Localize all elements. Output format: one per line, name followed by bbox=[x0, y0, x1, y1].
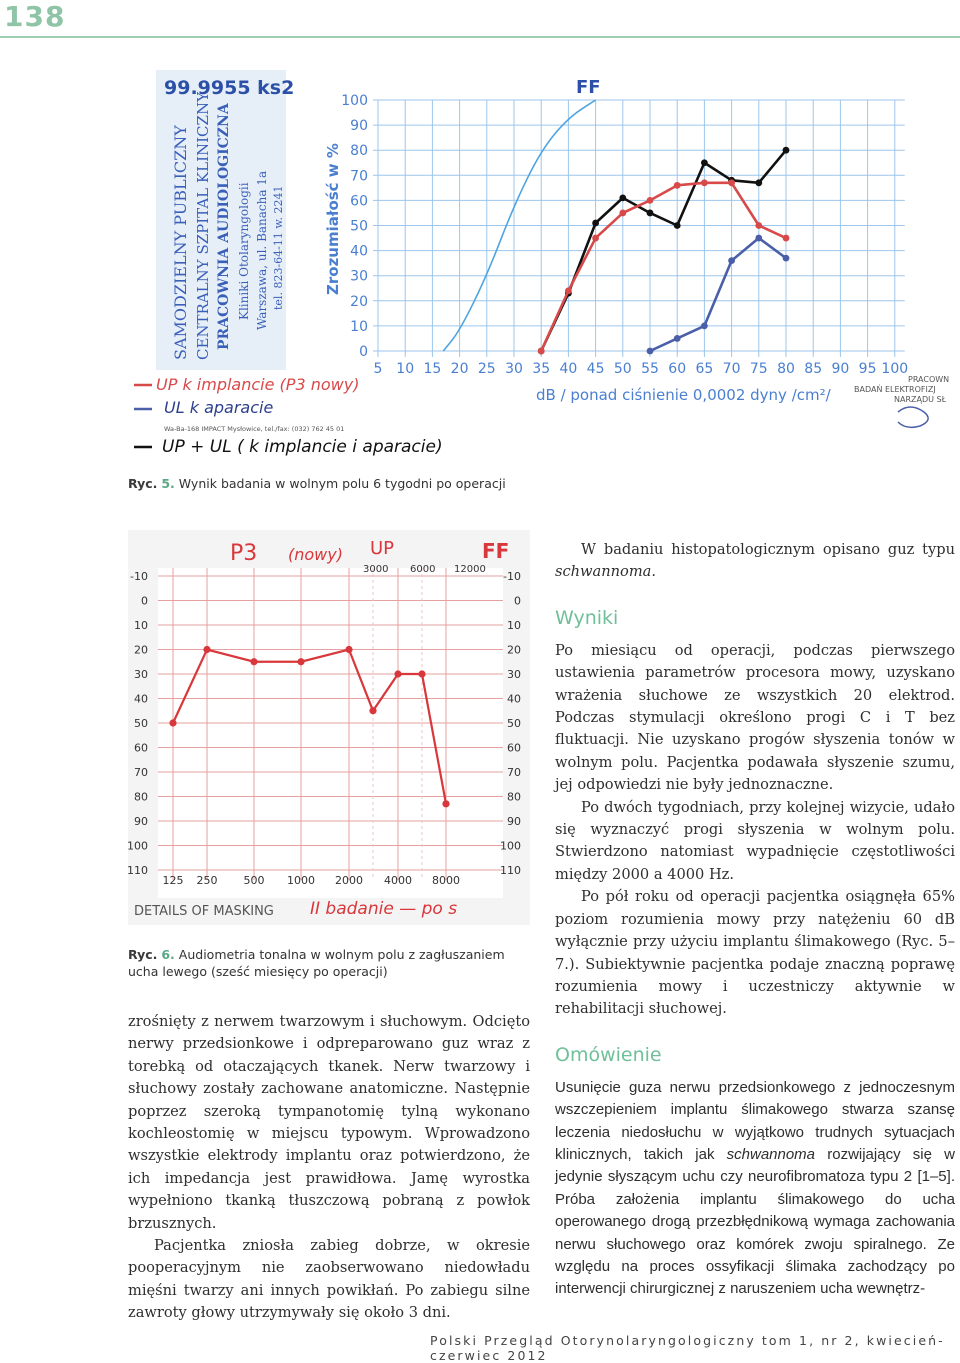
x-tick-label: 60 bbox=[668, 361, 687, 377]
data-point bbox=[647, 348, 654, 355]
y-tick-label: 30 bbox=[134, 668, 148, 681]
y-tick-label-right: 100 bbox=[500, 839, 521, 853]
figure-5-chart bbox=[128, 60, 958, 465]
x-tick-label: 2000 bbox=[335, 874, 363, 887]
x-tick-label: 90 bbox=[831, 361, 850, 377]
data-point bbox=[701, 159, 708, 166]
body-paragraph: Pacjentka zniosła zabieg dobrze, w okresie pooperacyjnym nie zaobserwowano niedowładu mięśni twarzy ani innych powikłań. Po zabiegu silne zawroty głowy utrzymywały się około 3 dni. bbox=[128, 1237, 530, 1322]
y-tick-label: 0 bbox=[141, 594, 148, 608]
x-tick-label: 250 bbox=[196, 874, 218, 887]
x-tick-label: 1000 bbox=[287, 874, 315, 887]
stamp-line: Kliniki Otolaryngologii bbox=[237, 182, 251, 320]
x-tick-label: 100 bbox=[881, 361, 909, 377]
data-point bbox=[538, 348, 545, 355]
data-point bbox=[647, 197, 654, 204]
x-tick-label: 10 bbox=[396, 361, 415, 377]
x-tick-label: 80 bbox=[777, 361, 795, 377]
y-tick-label-right: -10 bbox=[503, 570, 521, 583]
section-heading-discussion: Omówienie bbox=[555, 1043, 662, 1066]
figure-5-ticks bbox=[341, 93, 908, 377]
data-point bbox=[394, 670, 401, 677]
data-point bbox=[728, 257, 735, 264]
figure-5-series bbox=[443, 100, 789, 354]
caption-label: Ryc. bbox=[128, 947, 158, 962]
y-tick-label: 80 bbox=[350, 143, 368, 160]
x-tick-label: 5 bbox=[373, 361, 383, 377]
body-paragraph: W badaniu histopatologicznym opisano guz typu schwannoma. bbox=[555, 541, 955, 581]
x-tick-label: 45 bbox=[586, 361, 605, 377]
data-point bbox=[755, 179, 762, 186]
corner-stamp bbox=[854, 375, 949, 427]
svg-text:PRACOWN: PRACOWN bbox=[908, 375, 950, 384]
y-tick-label-right: 40 bbox=[507, 692, 521, 706]
x-tick-label: 25 bbox=[477, 361, 496, 377]
y-tick-label: 0 bbox=[359, 344, 368, 360]
page-number: 138 bbox=[4, 0, 66, 33]
section-heading-results: Wyniki bbox=[555, 606, 619, 629]
y-axis-title: Zrozumiałość w % bbox=[324, 143, 342, 295]
stamp-line: SAMODZIELNY PUBLICZNY bbox=[171, 125, 190, 360]
y-tick-label: 30 bbox=[350, 268, 368, 285]
data-point bbox=[755, 222, 762, 229]
data-point bbox=[592, 220, 599, 227]
data-point bbox=[783, 255, 790, 262]
y-tick-label: 100 bbox=[127, 839, 148, 853]
y-tick-label-right: 50 bbox=[507, 717, 521, 730]
journal-footer: Polski Przegląd Otorynolaryngologiczny tom 1, nr 2, kwiecień-czerwiec 2012 bbox=[430, 1333, 945, 1363]
handwritten-note: II badanie — po s bbox=[310, 899, 458, 919]
x-tick-label: 500 bbox=[243, 874, 265, 887]
stamp-line: PRACOWNIA AUDIOLOGICZNA bbox=[216, 103, 232, 350]
data-point bbox=[203, 646, 210, 653]
x-tick-label: 35 bbox=[532, 361, 551, 377]
data-point bbox=[565, 287, 572, 294]
x-tick-label: 50 bbox=[613, 361, 632, 377]
y-tick-label: 80 bbox=[134, 790, 148, 804]
data-point bbox=[674, 222, 681, 229]
y-tick-label: 20 bbox=[350, 293, 368, 310]
stamp-line: CENTRALNY SZPITAL KLINICZNY bbox=[194, 92, 212, 360]
y-tick-label: 90 bbox=[350, 118, 368, 135]
hospital-stamp bbox=[156, 70, 294, 370]
x-tick-label: 8000 bbox=[432, 874, 460, 887]
figure-5-grid bbox=[373, 100, 905, 357]
data-point bbox=[169, 719, 176, 726]
legend-item: UL k aparacie bbox=[164, 398, 274, 417]
y-tick-label: 90 bbox=[134, 815, 148, 828]
body-paragraph: Po miesiącu od operacji, podczas pierwszego ustawienia parametrów procesora mowy, uzyskano wrażenia słuchowe ze wszystkich 20 elektrod. Podczas stymulacji określono progi C i T bez fluktuacji. Nie uzyskano progów słyszenia tonów w wolnym polu. Pacjentka podawała słyszenie szumu, jej odpowiedzi nie były jednoznaczne. bbox=[555, 641, 955, 794]
handwritten-nowy: (nowy) bbox=[288, 545, 343, 564]
data-point bbox=[619, 194, 626, 201]
figure-6-chart bbox=[128, 530, 530, 925]
y-tick-label-right: 110 bbox=[500, 864, 521, 877]
data-point bbox=[674, 182, 681, 189]
freq-label: 12000 bbox=[454, 564, 486, 575]
x-tick-label: 125 bbox=[162, 874, 184, 887]
y-tick-label: 20 bbox=[134, 643, 148, 657]
legend-item: UP + UL ( k implancie i aparacie) bbox=[162, 437, 443, 457]
svg-text:BADAŃ ELEKTROFIZJ: BADAŃ ELEKTROFIZJ bbox=[854, 385, 936, 394]
y-tick-label: -10 bbox=[130, 570, 148, 583]
stamp-line: Warszawa, ul. Banacha 1a bbox=[255, 170, 269, 330]
body-paragraph: Po dwóch tygodniach, przy kolejnej wizycie, udało się wyznaczyć progi słyszenia w wolnym polu. Stwierdzono natomiast wypadnięcie częstotliwości między 2000 a 4000 Hz. bbox=[555, 798, 955, 883]
y-tick-label: 10 bbox=[134, 619, 148, 632]
handwritten-p3: P3 bbox=[230, 541, 258, 566]
imprint: Wa-Ba-168 IMPACT Mysłowice, tel./fax: (032) 762 45 01 bbox=[164, 425, 345, 433]
left-column bbox=[128, 1011, 530, 1325]
caption-number: 6. bbox=[161, 947, 175, 962]
data-point bbox=[592, 235, 599, 242]
freq-label: 6000 bbox=[410, 564, 436, 575]
x-tick-label: 55 bbox=[641, 361, 659, 377]
caption-label: Ryc. bbox=[128, 476, 158, 491]
data-point bbox=[647, 210, 654, 217]
y-tick-label-right: 10 bbox=[507, 619, 521, 632]
y-tick-label: 70 bbox=[350, 168, 368, 185]
series-line-3 bbox=[650, 238, 786, 351]
x-tick-label: 4000 bbox=[384, 874, 412, 887]
y-tick-label-right: 0 bbox=[514, 594, 521, 608]
figure-5 bbox=[128, 60, 958, 465]
y-tick-label: 10 bbox=[350, 318, 368, 335]
caption-number: 5. bbox=[161, 476, 175, 491]
data-point bbox=[369, 707, 376, 714]
body-paragraph: Usunięcie guza nerwu przedsionkowego z jednoczesnym wszczepieniem implantu ślimakowego stwarza szansę leczenia niedosłuchu w wyjątkowo trudnych sytuacjach klinicznych, takich jak schwannoma rozwijający się w jedynie słyszącym uchu czy neurofibromatoza typu 2 [1–5]. Próba założenia implantu ślimakowego do ucha operowanego drogą przezbłędnikową wymaga zachowania nerwu słuchowego oraz komórek zwoju spiralnego. Ze względu na proces ossyfikacji ślimaka zachodzący po interwencji chirurgicznej z naruszeniem ucha wewnętrz- bbox=[555, 1078, 955, 1298]
x-tick-label: 15 bbox=[423, 361, 442, 377]
y-tick-label-right: 90 bbox=[507, 815, 521, 828]
y-tick-label: 50 bbox=[134, 717, 148, 730]
legend-item: UP k implancie (P3 nowy) bbox=[156, 375, 360, 394]
x-tick-label: 95 bbox=[858, 361, 877, 377]
x-axis-title: dB / ponad ciśnienie 0,0002 dyny /cm²/ bbox=[536, 386, 831, 404]
y-tick-label: 40 bbox=[134, 692, 148, 706]
data-point bbox=[755, 235, 762, 242]
ff-label: FF bbox=[576, 77, 601, 98]
data-point bbox=[728, 179, 735, 186]
y-tick-label: 40 bbox=[350, 243, 368, 260]
y-tick-label-right: 70 bbox=[507, 766, 521, 779]
x-tick-label: 30 bbox=[505, 361, 523, 377]
stamp-code: 99.9955 ks2 bbox=[164, 77, 295, 99]
y-tick-label-right: 30 bbox=[507, 668, 521, 681]
y-tick-label-right: 80 bbox=[507, 790, 521, 804]
y-tick-label: 70 bbox=[134, 766, 148, 779]
caption-text: Wynik badania w wolnym polu 6 tygodni po operacji bbox=[178, 476, 506, 491]
figure-5-legend bbox=[134, 375, 443, 457]
masking-label: DETAILS OF MASKING bbox=[134, 904, 274, 919]
x-tick-label: 65 bbox=[695, 361, 714, 377]
data-point bbox=[297, 658, 304, 665]
data-point bbox=[619, 210, 626, 217]
data-point bbox=[783, 235, 790, 242]
y-tick-label: 60 bbox=[134, 741, 148, 755]
data-point bbox=[418, 670, 425, 677]
data-point bbox=[674, 335, 681, 342]
right-column bbox=[555, 539, 955, 1301]
data-point bbox=[783, 147, 790, 154]
x-tick-label: 75 bbox=[749, 361, 768, 377]
y-tick-label: 100 bbox=[341, 93, 368, 109]
x-tick-label: 70 bbox=[722, 361, 741, 377]
y-tick-label-right: 20 bbox=[507, 643, 521, 657]
y-tick-label-right: 60 bbox=[507, 741, 521, 755]
freq-label: 3000 bbox=[363, 564, 389, 575]
svg-text:NARZĄDU SŁ: NARZĄDU SŁ bbox=[894, 395, 947, 404]
data-point bbox=[442, 800, 449, 807]
x-tick-label: 85 bbox=[804, 361, 823, 377]
figure-6 bbox=[128, 530, 530, 925]
y-tick-label: 60 bbox=[350, 193, 368, 210]
caption-text: Audiometria tonalna w wolnym polu z zagłuszaniem ucha lewego (sześć miesięcy po operacji) bbox=[128, 947, 505, 979]
x-tick-label: 20 bbox=[450, 361, 469, 377]
stamp-line: tel. 823-64-11 w. 2241 bbox=[272, 185, 285, 310]
y-tick-label: 50 bbox=[350, 218, 368, 235]
handwritten-ff: FF bbox=[482, 539, 510, 563]
figure-6-caption bbox=[128, 946, 530, 980]
header-rule bbox=[0, 36, 960, 38]
data-point bbox=[250, 658, 257, 665]
y-tick-label: 110 bbox=[127, 864, 148, 877]
handwritten-up: UP bbox=[370, 538, 395, 559]
x-tick-label: 40 bbox=[559, 361, 578, 377]
data-point bbox=[701, 323, 708, 330]
figure-5-caption bbox=[128, 475, 548, 492]
body-paragraph: Po pół roku od operacji pacjentka osiągnęła 65% poziom rozumienia mowy przy natężeniu 60 dB wyłącznie przy użyciu implantu ślimakowego (Ryc. 5–7.). Subiektywnie pacjentka podaje znaczną poprawę rozumienia mowy i uczestniczy aktywnie w rehabilitacji słuchowej. bbox=[555, 888, 955, 1018]
data-point bbox=[701, 179, 708, 186]
body-paragraph: zrośnięty z nerwem twarzowym i słuchowym. Odcięto nerwy przedsionkowe i odpreparowano guz wraz z torebką od otaczających tkanek. Nerw twarzowy i słuchowy zostały zachowane anatomiczne. Następnie poprzez szeroką tympanotomię tylną wykonano kochleostomię w miejscu typowym. Wprowadzono wszystkie elektrody implantu oraz potwierdzono, że ich impedancja jest prawidłowa. Jamę wyrostka wypełniono tkanką tłuszczową pobraną z powłok brzusznych. bbox=[128, 1013, 530, 1232]
data-point bbox=[345, 646, 352, 653]
